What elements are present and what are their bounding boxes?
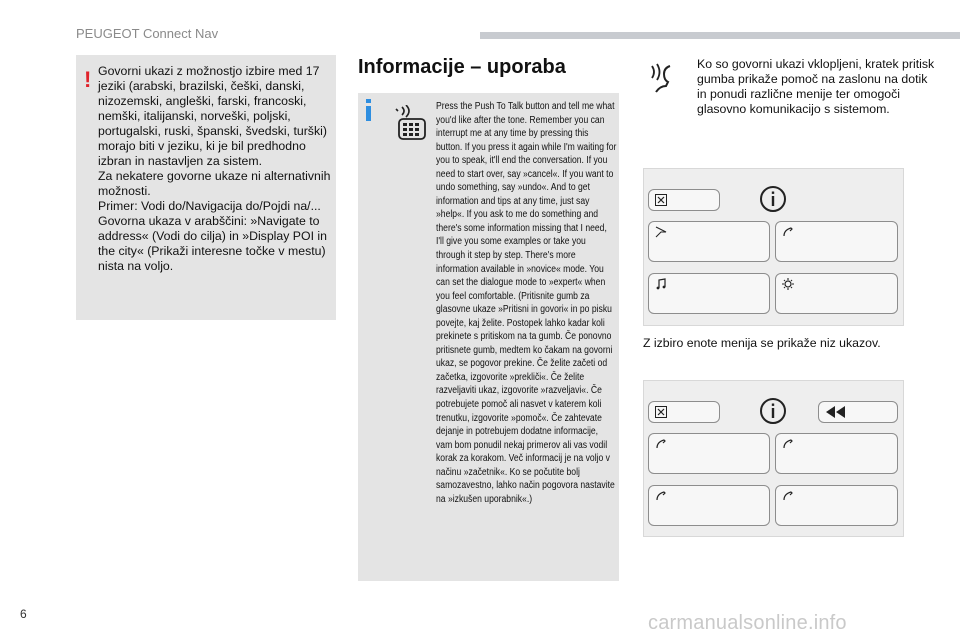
back-arrow-icon: [823, 405, 849, 419]
settings-menu-button[interactable]: [775, 273, 898, 314]
voice-text: Ko so govorni ukazi vklopljeni, kratek pritisk gumba prikaže pomoč na zaslonu na dotik in ponudi različne menije ter omogoči glasovno komunikacijo s sistemom.: [697, 57, 935, 116]
phone-icon: [655, 438, 667, 450]
command-button[interactable]: [775, 433, 898, 474]
header-title: PEUGEOT Connect Nav: [76, 26, 219, 41]
command-button[interactable]: [648, 433, 770, 474]
navigation-icon: [655, 226, 667, 238]
phone-menu-button[interactable]: [775, 221, 898, 262]
voice-speaking-icon: [648, 62, 688, 96]
touchscreen-mockup-help: [643, 168, 904, 326]
info-icon[interactable]: [759, 397, 787, 425]
info-text: Press the Push To Talk button and tell me what you'd like after the tone. Remember you can interrupt me at any time by pressing this button. If you press it again while I'm waiting for you to speak, it'll end the conversation. If you need to start over, say »cancel«. If you want to undo something, say »undo«. And to get information and tips at any time, just say »help«. If you ask to me do something and there's some information missing that I need, I'll give you some examples or take you through it step by step. There's more information available in »novice« mode. You can set the dialogue mode to »expert« when you feel comfortable. (Pritisnite gumb za glasovne ukaze »Pritisni in govori« in po pisku povejte, kaj želite. Postopek lahko kadar koli prekinete s pritiskom na ta gumb. Če ponovno pritisnete gumb, medtem ko čakam na govorni ukaz, se pogovor prekine. Če želite začeti od začetka, izgovorite »prekliči«. Če želite razveljaviti ukaz, izgovorite »razveljavi«. Če potrebujete pomoč ali nasvet v katerem koli trenutku, izgovorite »pomoč«. Če zahtevate dejanje in potrebujem dodatne informacije, vam bom ponudil nekaj primerov ali vas vodil korak za korakom. Več informacij je na voljo v načinu »začetnik«. Ko se počutite bolj samozavestno, lahko način pogovora nastavite na »izkušen uporabnik«.): [436, 101, 617, 505]
close-button[interactable]: [648, 401, 720, 423]
header-bar: [480, 32, 960, 39]
section-title: Informacije – uporaba: [358, 56, 566, 78]
command-button[interactable]: [775, 485, 898, 526]
command-button[interactable]: [648, 485, 770, 526]
phone-icon: [782, 438, 794, 450]
warning-text: Govorni ukazi z možnostjo izbire med 17 jeziki (arabski, brazilski, češki, danski, nizozemski, angleški, farski, francoski, nemški, italijanski, norveški, poljski, portugalski, ruski, španski, švedski, turški) morajo biti v jeziku, ki je bil predhodno izbran in nastavljen za sistem. Za nekatere govorne ukaze ni alternativnih možnosti. Primer: Vodi do/Navigacija do/Pojdi na/... Govorna ukaza v arabščini: »Navigate to address« (Vodi do cilja) in »Display POI in the city« (Prikaži interesne točke v mestu) nista na voljo.: [98, 64, 331, 273]
music-icon: [655, 278, 667, 290]
page-number: 6: [20, 607, 27, 621]
close-button[interactable]: [648, 189, 720, 211]
close-icon: [655, 406, 667, 418]
media-menu-button[interactable]: [648, 273, 770, 314]
phone-icon: [782, 490, 794, 502]
warning-mark: !: [84, 67, 92, 92]
settings-icon: [782, 278, 794, 290]
caption-text: Z izbiro enote menija se prikaže niz ukazov.: [643, 336, 881, 350]
back-button[interactable]: [818, 401, 898, 423]
close-icon: [655, 194, 667, 206]
phone-icon: [655, 490, 667, 502]
watermark: carmanualsonline.info: [648, 612, 847, 634]
info-box: [358, 93, 619, 581]
phone-icon: [782, 226, 794, 238]
touchscreen-mockup-commands: [643, 380, 904, 537]
warning-box: [76, 55, 336, 320]
info-icon[interactable]: [759, 185, 787, 213]
voice-command-button-icon: [392, 105, 430, 143]
navigation-menu-button[interactable]: [648, 221, 770, 262]
info-mark-icon: [366, 99, 371, 121]
